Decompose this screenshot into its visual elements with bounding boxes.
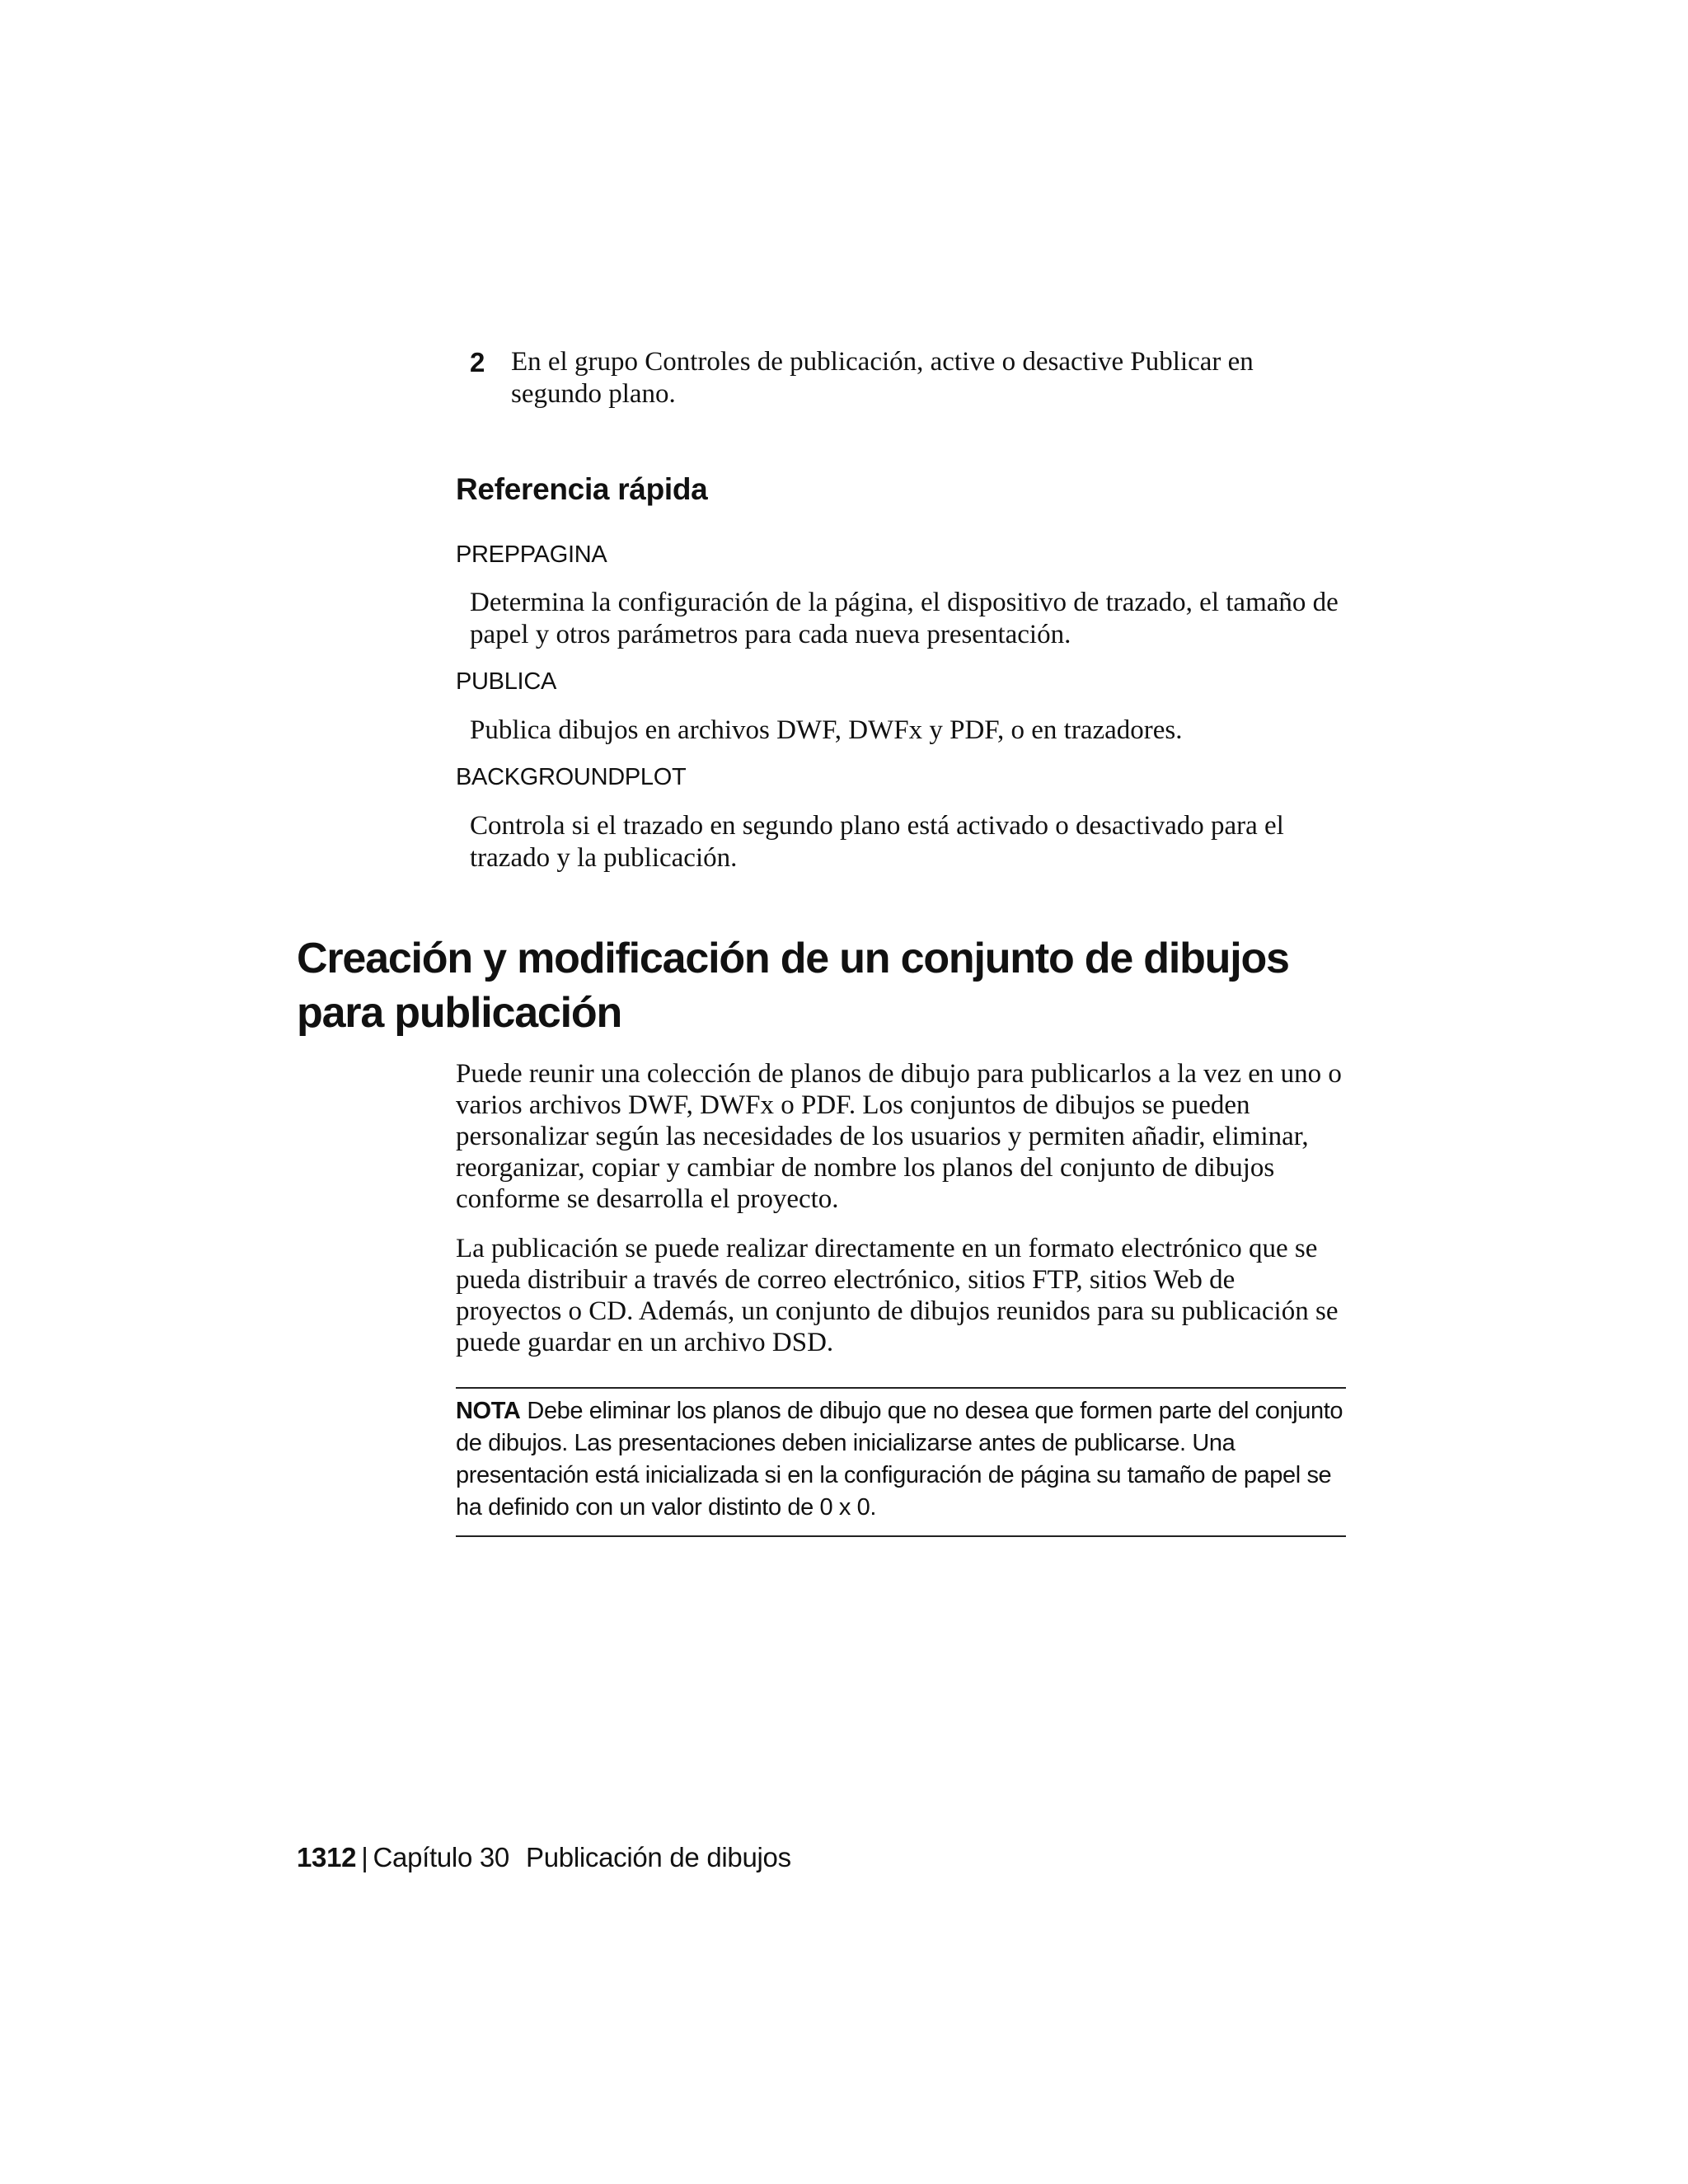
section-paragraph-1: Puede reunir una colección de planos de dibujo para publicarlos a la vez en uno o varios archivos DWF, DWFx o PDF. Los conjuntos de dibujos se pueden personalizar según las necesidades de los usuarios y permiten añadir, eliminar, reorganizar, copiar y cambiar de nombre los planos del conjunto de dibujos conforme se desarrolla el proyecto. — [456, 1059, 1342, 1214]
note-text: Debe eliminar los planos de dibujo que no desea que formen parte del conjunto de dibujos. Las presentaciones deben inicializarse antes de publicarse. Una presentación está inicializada si en la configuración de página su tamaño de papel se ha definido con un valor distinto de 0 x 0. — [456, 1398, 1343, 1521]
footer-chapter-title: Publicación de dibujos — [526, 1842, 791, 1872]
command-name-backgroundplot: BACKGROUNDPLOT — [456, 764, 687, 790]
note-box — [456, 1387, 1346, 1537]
footer-chapter: Capítulo 30 — [373, 1842, 509, 1872]
page-number: 1312 — [297, 1842, 357, 1872]
command-description-preppagina: Determina la configuración de la página, el dispositivo de trazado, el tamaño de papel y otros parámetros para cada nueva presentación. — [470, 588, 1339, 649]
page-footer — [297, 1842, 791, 1873]
footer-separator: | — [361, 1842, 368, 1872]
command-description-publica: Publica dibujos en archivos DWF, DWFx y PDF, o en trazadores. — [470, 715, 1183, 745]
section-paragraph-2: La publicación se puede realizar directamente en un formato electrónico que se pueda distribuir a través de correo electrónico, sitios FTP, sitios Web de proyectos o CD. Además, un conjunto de dibujos reunidos para su publicación se puede guardar en un archivo DSD. — [456, 1234, 1339, 1357]
section-title: Creación y modificación de un conjunto de dibujos para publicación — [297, 935, 1289, 1037]
command-name-preppagina: PREPPAGINA — [456, 541, 607, 568]
command-name-publica: PUBLICA — [456, 668, 556, 695]
step-number: 2 — [470, 347, 485, 377]
step-text: En el grupo Controles de publicación, active o desactive Publicar en segundo plano. — [511, 347, 1254, 409]
note-label: NOTA — [456, 1398, 521, 1424]
step-item — [470, 346, 1343, 410]
quick-reference-heading: Referencia rápida — [456, 472, 708, 506]
command-description-backgroundplot: Controla si el trazado en segundo plano está activado o desactivado para el trazado y la publicación. — [470, 811, 1284, 873]
